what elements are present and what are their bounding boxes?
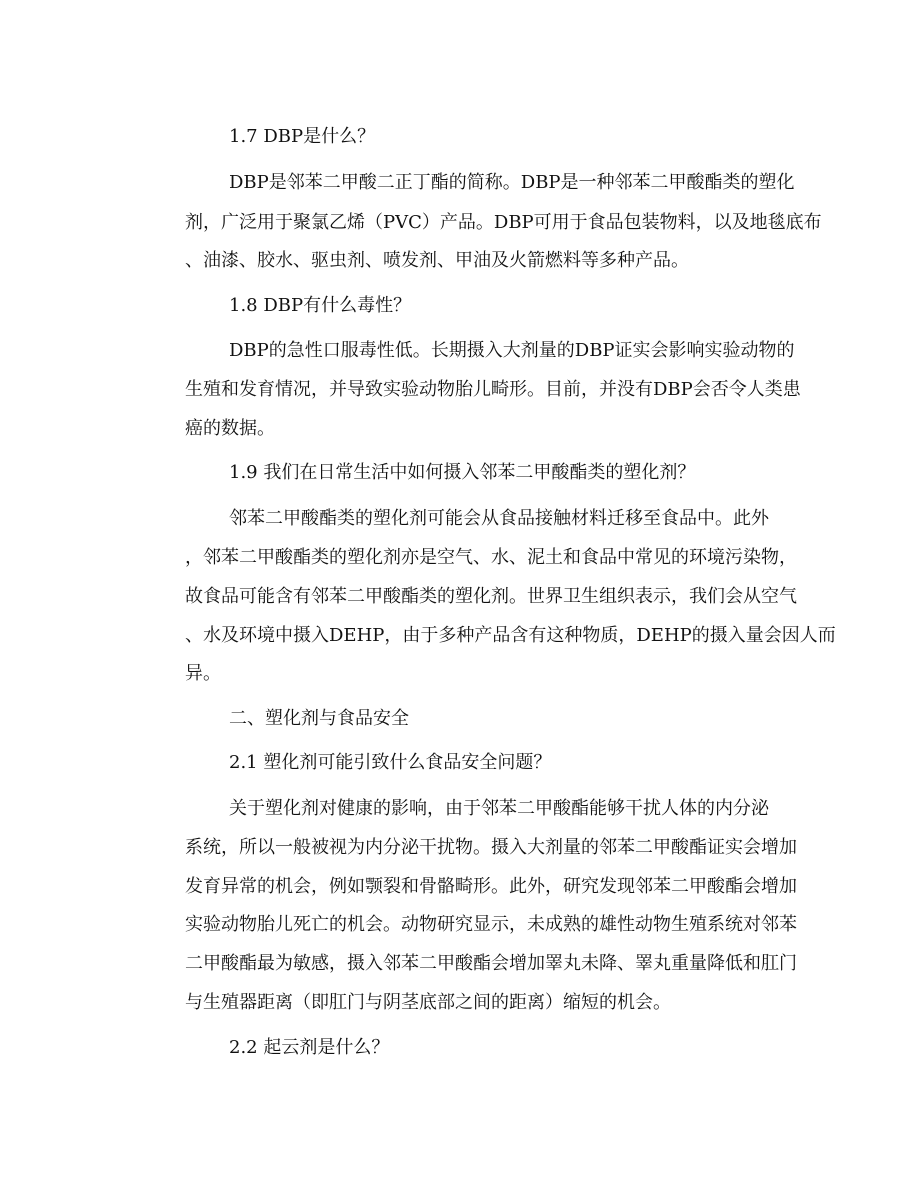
heading-1-7: 1.7 DBP是什么？ [229, 126, 376, 147]
paragraph-line: DBP的急性口服毒性低。长期摄入大剂量的DBP证实会影响实验动物的 [229, 340, 795, 361]
heading-1-8: 1.8 DBP有什么毒性？ [229, 295, 412, 316]
paragraph-line: ，邻苯二甲酸酯类的塑化剂亦是空气、水、泥土和食品中常见的环境污染物， [185, 547, 797, 568]
paragraph-line: 关于塑化剂对健康的影响，由于邻苯二甲酸酯能够干扰人体的内分泌 [229, 798, 769, 819]
paragraph-line: 邻苯二甲酸酯类的塑化剂可能会从食品接触材料迁移至食品中。此外 [229, 508, 769, 529]
heading-2-2: 2.2 起云剂是什么？ [229, 1037, 390, 1058]
paragraph-line: 故食品可能含有邻苯二甲酸酯类的塑化剂。世界卫生组织表示，我们会从空气 [185, 586, 797, 607]
section-heading-2: 二、塑化剂与食品安全 [229, 708, 409, 729]
paragraph-line: 发育异常的机会，例如颚裂和骨骼畸形。此外，研究发现邻苯二甲酸酯会增加 [185, 876, 797, 897]
paragraph-line: 生殖和发育情况，并导致实验动物胎儿畸形。目前，并没有DBP会否令人类患 [185, 379, 801, 400]
paragraph-line: 实验动物胎儿死亡的机会。动物研究显示，未成熟的雄性动物生殖系统对邻苯 [185, 914, 797, 935]
heading-2-1: 2.1 塑化剂可能引致什么食品安全问题？ [229, 752, 552, 773]
paragraph-line: 剂，广泛用于聚氯乙烯（PVC）产品。DBP可用于食品包装物料，以及地毯底布 [185, 212, 822, 233]
paragraph-line: 、油漆、胶水、驱虫剂、喷发剂、甲油及火箭燃料等多种产品。 [185, 250, 689, 271]
paragraph-line: 异。 [185, 663, 221, 684]
paragraph-line: 、水及环境中摄入DEHP，由于多种产品含有这种物质，DEHP的摄入量会因人而 [185, 625, 836, 646]
paragraph-line: 癌的数据。 [185, 418, 275, 439]
paragraph-line: DBP是邻苯二甲酸二正丁酯的简称。DBP是一种邻苯二甲酸酯类的塑化 [229, 172, 795, 193]
paragraph-line: 与生殖器距离（即肛门与阴茎底部之间的距离）缩短的机会。 [185, 992, 671, 1013]
heading-1-9: 1.9 我们在日常生活中如何摄入邻苯二甲酸酯类的塑化剂？ [229, 462, 696, 483]
paragraph-line: 系统，所以一般被视为内分泌干扰物。摄入大剂量的邻苯二甲酸酯证实会增加 [185, 837, 797, 858]
paragraph-line: 二甲酸酯最为敏感，摄入邻苯二甲酸酯会增加睪丸未降、睪丸重量降低和肛门 [185, 953, 797, 974]
